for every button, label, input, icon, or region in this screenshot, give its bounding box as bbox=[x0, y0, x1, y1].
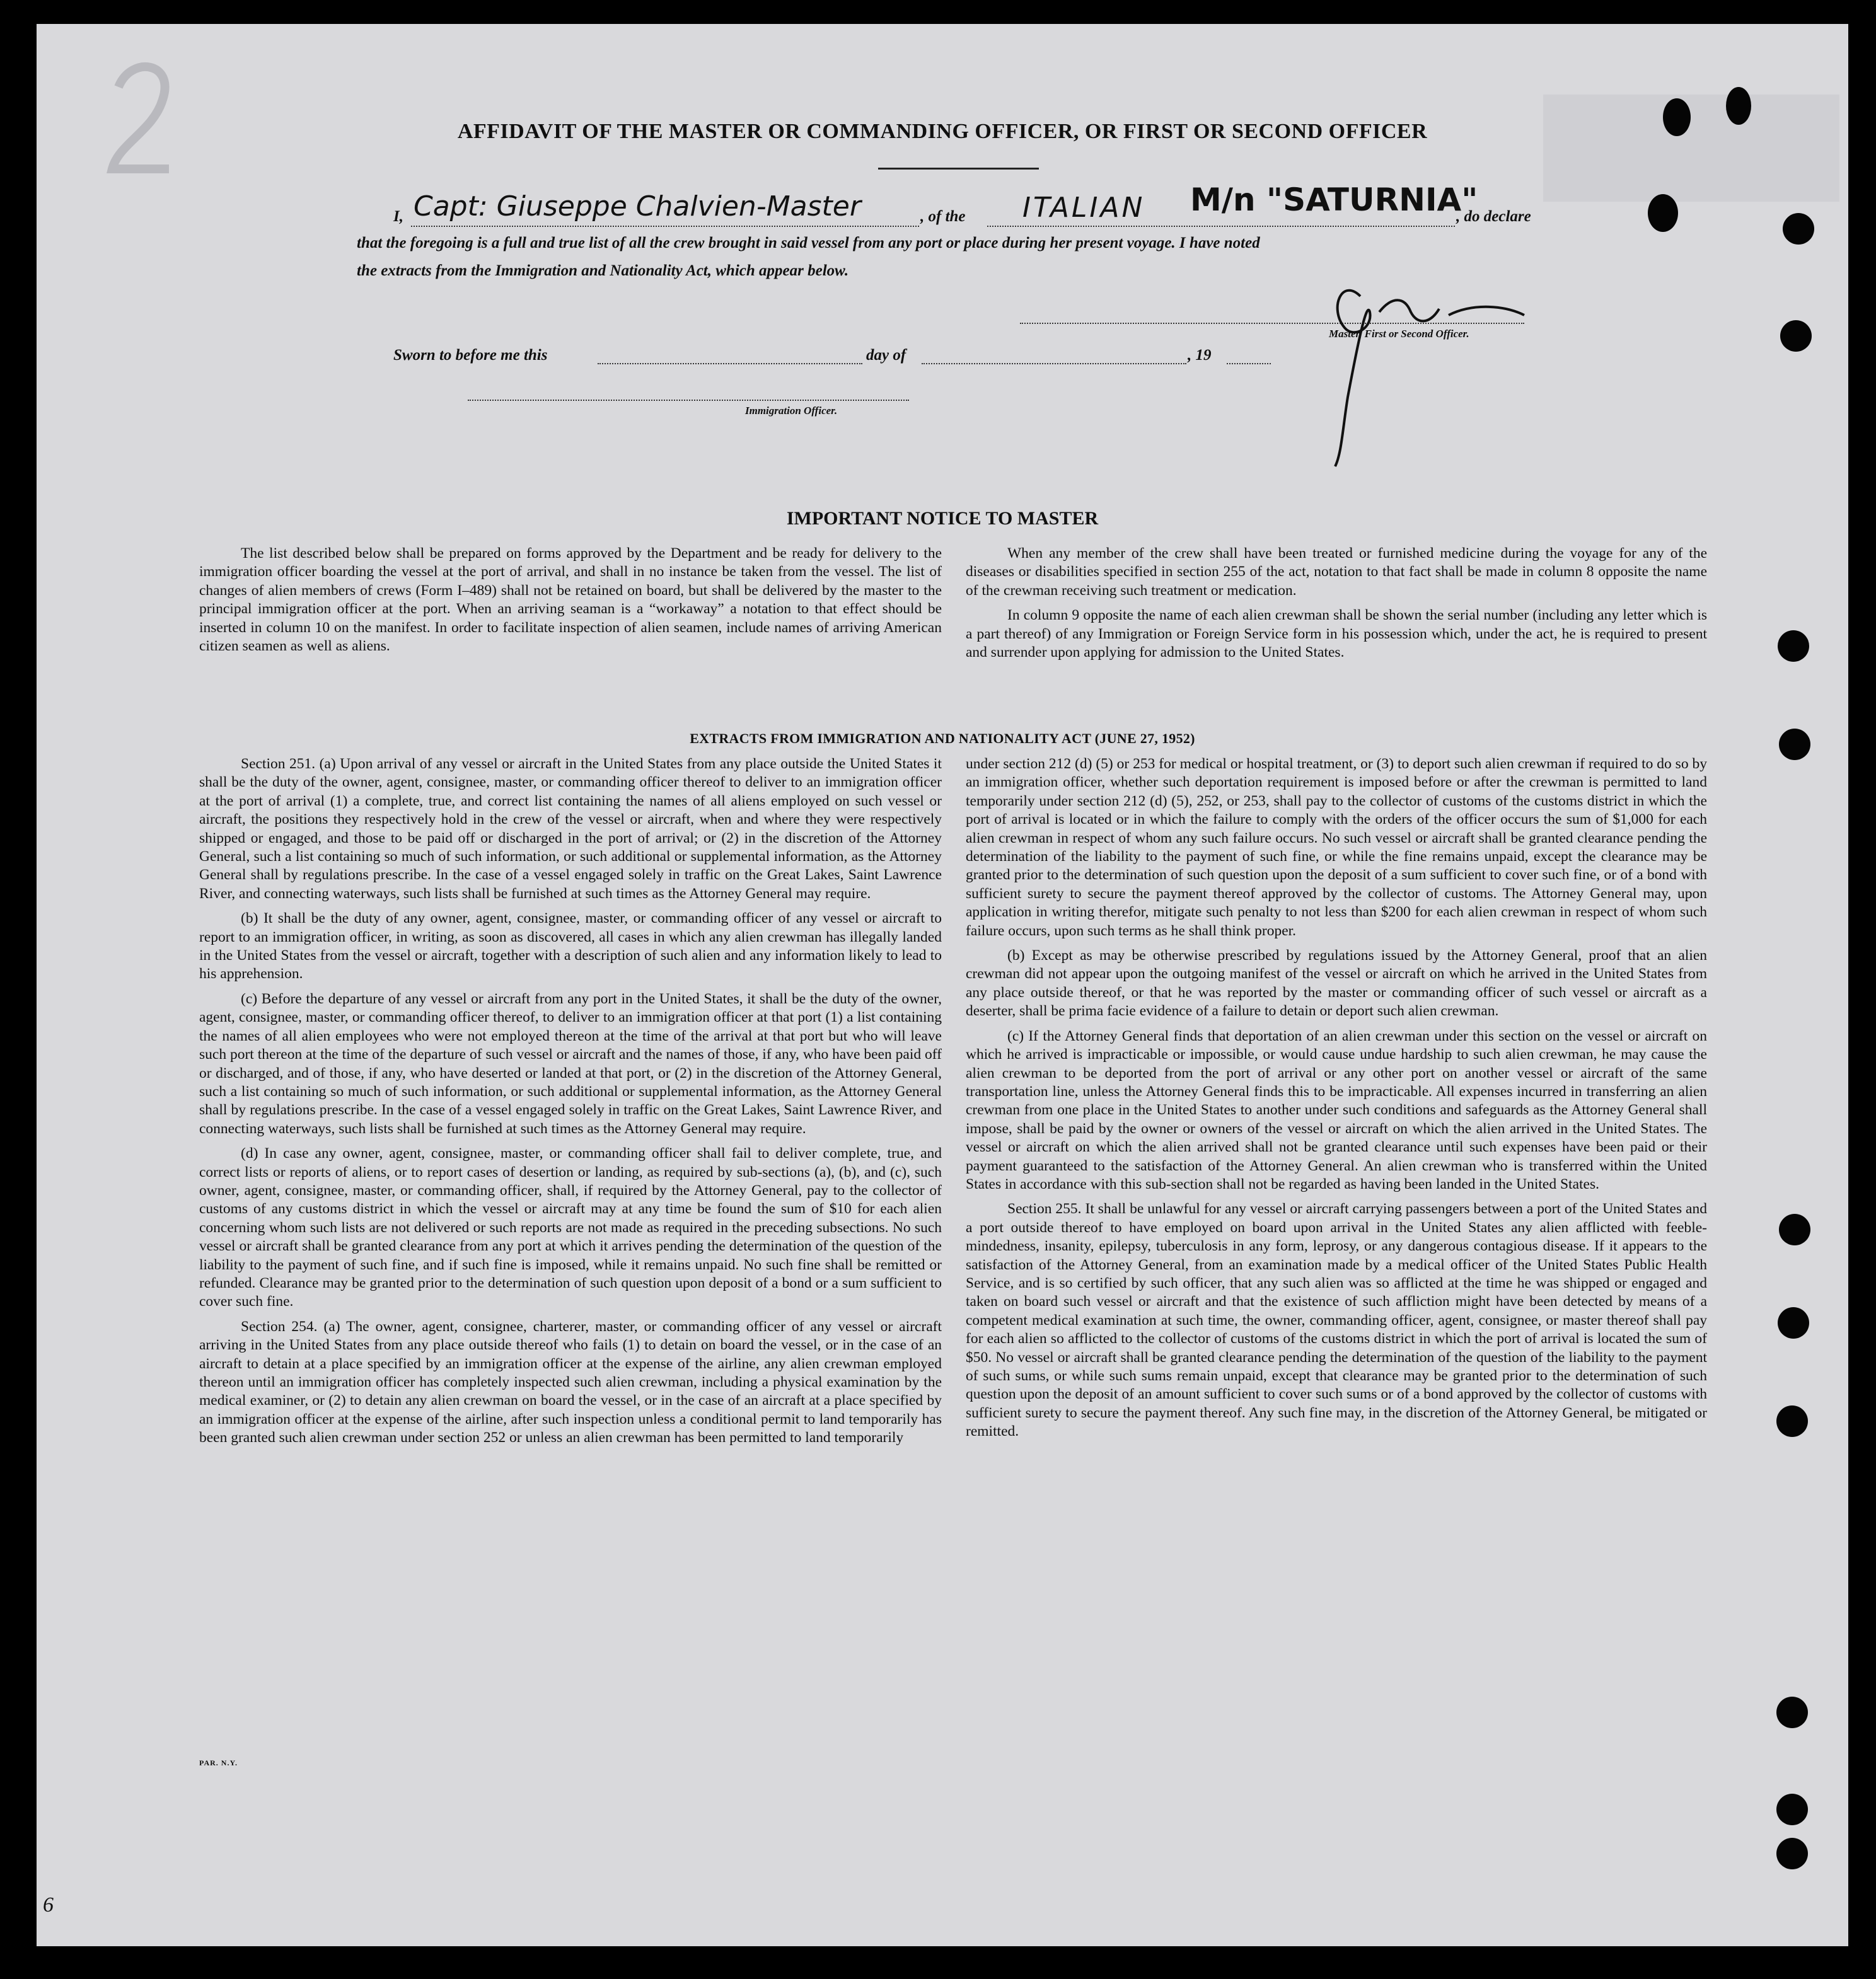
vessel-fill-line bbox=[987, 226, 1455, 227]
section-254c: (c) If the Attorney General finds that deportation of an alien crewman under this section on the vessel or aircraft on which he arrived is impracticable or impossible, or would cause undue hardship to such alien crewman, he may cause the alien crewman to be deported from the port of arrival or any other port on another vessel or aircraft of the same transportation line, unless the Attorney General finds this to be impracticable. All expenses incurred in transferring an alien crewman from one place in the United States to another under such conditions and safeguards as the Attorney General shall impose, shall be paid by the owner or owners of the vessel or aircraft on which the alien arrived in the United States. The vessel or aircraft on which the alien arrived shall not be granted clearance until such expenses have been paid or their payment guaranteed to the satisfaction of the Attorney General. An alien crewman who is transferred within the United States in accordance with this sub-section shall not be regarded as having been landed in the United States. bbox=[966, 1027, 1707, 1192]
ghost-numeral-mark bbox=[93, 49, 182, 182]
notice-right-column bbox=[966, 545, 1707, 668]
section-254b: (b) Except as may be otherwise prescribed by regulations issued by the Attorney General, proof that an alien crewman did not appear upon the outgoing manifest of the vessel or aircraft on which he arrived in the United States from any place outside thereof, or that he was reported by the master or commanding officer of such vessel or aircraft as a deserter, shall be prima facie evidence of a failure to detain or deport such alien crewman. bbox=[966, 947, 1707, 1020]
punch-hole bbox=[1648, 194, 1678, 232]
do-declare-label: , do declare bbox=[1456, 208, 1531, 225]
vessel-name-stamp: M/n "SATURNIA" bbox=[1190, 182, 1478, 218]
immigration-officer-line bbox=[468, 400, 909, 401]
sworn-day-fill-line bbox=[598, 363, 862, 364]
year-fill-line bbox=[1227, 363, 1271, 364]
immigration-officer-caption: Immigration Officer. bbox=[745, 405, 838, 417]
nationality-handwriting: ITALIAN bbox=[1022, 192, 1145, 224]
punch-hole bbox=[1776, 1838, 1808, 1869]
punch-hole bbox=[1780, 320, 1812, 352]
printer-code: PAR. N.Y. bbox=[199, 1758, 238, 1767]
signature-caption: Master, First or Second Officer. bbox=[1329, 328, 1469, 340]
notice-title: IMPORTANT NOTICE TO MASTER bbox=[786, 508, 1099, 529]
punch-hole bbox=[1776, 1697, 1808, 1728]
affidavit-title: AFFIDAVIT OF THE MASTER OR COMMANDING OFFICER, OR FIRST OR SECOND OFFICER bbox=[457, 120, 1428, 143]
punch-hole bbox=[1726, 87, 1751, 125]
section-254a: Section 254. (a) The owner, agent, consignee, charterer, master, or commanding officer of any vessel or aircraft arriving in the United States from any place outside thereof who fails (1) to detain on board the vessel, or in the case of an aircraft to detain at a place specified by an immigration officer at the expense of the airline, any alien crewman employed thereon until an immigration officer has completely inspected such alien crewman, including a physical examination by the medical examiner, or (2) to detain any alien crewman on board the vessel, or in the case of an aircraft at a place specified by an immigration officer at the expense of the airline, after such inspection unless a conditional permit to land temporarily has been granted such alien crewman under section 252 or unless an alien crewman has been permitted to land temporarily bbox=[199, 1318, 942, 1446]
notice-left-paragraph: The list described below shall be prepared on forms approved by the Department and be ready for delivery to the immigration officer boarding the vessel at the port of arrival, and shall in no instance be taken from the vessel. The list of changes of alien members of crews (Form I–489) shall not be retained on board, but shall be delivered by the master to the principal immigration officer at the port. When an arriving seaman is a “workaway” a notation to that effect should be inserted in column 10 on the manifest. In order to facilitate inspection of alien seamen, include names of arriving American citizen seamen as well as aliens. bbox=[199, 545, 942, 655]
name-fill-line bbox=[411, 226, 919, 227]
title-rule bbox=[878, 168, 1039, 170]
punch-hole bbox=[1778, 1307, 1809, 1339]
section-255: Section 255. It shall be unlawful for any vessel or aircraft carrying passengers between a port of the United States and a port outside thereof to have employed on board upon arrival in the United States any alien afflicted with feeble-mindedness, insanity, epilepsy, tuberculosis in any form, leprosy, or any dangerous contagious disease. If it appears to the satisfaction of the Attorney General, from an examination made by a medical officer of the United States Public Health Service, and is so certified by such officer, that any such alien was so afflicted at the time he was shipped or engaged and taken on board such vessel or aircraft and that the existence of such affliction might have been detected by means of a competent medical examination at such time, the owner, commanding officer, agent, consignee, or master thereof shall pay for each alien so afflicted to the collector of customs of the customs district in which the port of arrival is located the sum of $50. No vessel or aircraft shall be granted clearance pending the determination of the question of the liability to the payment of such sums, or while such sums remain unpaid, except that clearance may be granted prior to the determination of such question upon the deposit of an amount sufficient to cover such sums or of a bond approved by the collector of customs with sufficient surety to secure the payment thereof. Any such fine may, in the discretion of the Attorney General, be mitigated or remitted. bbox=[966, 1201, 1707, 1440]
affidavit-line-2: that the foregoing is a full and true list of all the crew brought in said vessel from any port or place during her present voyage. I have noted bbox=[357, 234, 1260, 251]
notice-left-column bbox=[199, 545, 942, 662]
punch-hole bbox=[1783, 213, 1814, 245]
extracts-left-column bbox=[199, 755, 942, 1454]
extracts-title: EXTRACTS FROM IMMIGRATION AND NATIONALITY ACT (JUNE 27, 1952) bbox=[690, 730, 1195, 746]
affidavit-prefix: I, bbox=[393, 208, 403, 225]
notice-right-paragraph-2: In column 9 opposite the name of each alien crewman shall be shown the serial number (including any letter which is a part thereof) of any Immigration or Foreign Service form in his possession which, under the act, he is required to present and surrender upon applying for admission to the United States. bbox=[966, 607, 1707, 661]
day-of-label: day of bbox=[866, 347, 906, 364]
section-251d: (d) In case any owner, agent, consignee, master, or commanding officer shall fail to deliver complete, true, and correct lists or reports of aliens, or to report cases of desertion or landing, as required by sub-sections (a), (b), and (c), such owner, agent, consignee, master, or commanding officer, shall, if required by the Attorney General, pay to the collector of customs of any customs district in which the vessel or aircraft may at any time be found the sum of $10 for each alien concerning whom such lists are not delivered or such reports are not made as required in the preceding subsections. No such vessel or aircraft shall be granted clearance from any port at which it arrives pending the determination of the question of the liability to the payment of such fine, and if such fine is imposed, while it remains unpaid. No such fine shall be remitted or refunded. Clearance may be granted prior to the determination of such question upon deposit of a bond or a sum sufficient to cover such fine. bbox=[199, 1145, 942, 1310]
officer-signature bbox=[1266, 252, 1543, 479]
affidavit-line-3: the extracts from the Immigration and Nationality Act, which appear below. bbox=[357, 262, 849, 279]
sworn-label: Sworn to before me this bbox=[393, 347, 548, 364]
year-label: , 19 bbox=[1188, 347, 1212, 364]
section-251c: (c) Before the departure of any vessel or aircraft from any port in the United States, it shall be the duty of the owner, agent, consignee, master, or commanding officer thereof, to deliver to an immigration officer at that port (1) a list containing the names of all alien employees who were not employed thereon at the time of the arrival at that port but who will leave such port thereon at the time of the departure of such vessel or aircraft and the names of those, if any, who have been paid off or discharged, and of those, if any, who have deserted or landed at that port, or (2) in the discretion of the Attorney General, such a list containing so much of such information, or such additional or supplemental information, as the Attorney General shall by regulations prescribe. In the case of a vessel engaged solely in traffic on the Great Lakes, Saint Lawrence River, and connecting waterways, such lists shall be furnished at such times as the Attorney General may require. bbox=[199, 990, 942, 1137]
sworn-month-fill-line bbox=[922, 363, 1186, 364]
extracts-right-column bbox=[966, 755, 1707, 1448]
master-name-handwriting: Capt: Giuseppe Chalvien-Master bbox=[414, 190, 861, 222]
section-251b: (b) It shall be the duty of any owner, agent, consignee, master, or commanding officer of any vessel or aircraft to report to an immigration officer, in writing, as soon as discovered, all cases in which any alien crewman has illegally landed in the United States from the vessel or aircraft, together with a description of such alien and any information likely to lead to his apprehension. bbox=[199, 910, 942, 983]
punch-hole bbox=[1776, 1794, 1808, 1825]
punch-hole bbox=[1779, 1214, 1810, 1245]
punch-hole bbox=[1776, 1405, 1808, 1437]
section-251a: Section 251. (a) Upon arrival of any vessel or aircraft in the United States from any place outside the United States it shall be the duty of the owner, agent, consignee, master, or commanding officer thereof to deliver to an immigration officer at the port of arrival (1) a complete, true, and correct list containing the names of all aliens employed on such vessel or aircraft, the positions they respectively hold in the crew of the vessel or aircraft, when and where they were respectively shipped or engaged, and those to be paid off or discharged in the port of arrival; or (2) in the discretion of the Attorney General, such a list containing so much of such information, or such additional or supplemental information, as the Attorney General shall by regulations prescribe. In the case of a vessel engaged solely in traffic on the Great Lakes, Saint Lawrence River, and connecting waterways, such lists shall be furnished at such times as the Attorney General may require. bbox=[199, 756, 942, 902]
document-page bbox=[37, 24, 1848, 1946]
punch-hole bbox=[1778, 630, 1809, 662]
of-the-label: , of the bbox=[920, 208, 966, 225]
corner-page-mark: 6 bbox=[43, 1893, 54, 1917]
section-254a-continued: under section 212 (d) (5) or 253 for medical or hospital treatment, or (3) to deport such alien crewman if required to do so by an immigration officer, whether such deportation requirement is imposed before or after the crewman is permitted to land temporarily under section 212 (d) (5), 252, or 253, shall pay to the collector of customs of the customs district in which the port of arrival is located or in which the failure to comply with the orders of the officer occurs the sum of $1,000 for each alien crewman in respect of whom any such failure occurs. No such vessel or aircraft shall be granted clearance pending the determination of the liability to the payment of such fine, or while the fine remains unpaid, except the clearance may be granted prior to the determination of such question upon the deposit of a sum sufficient to cover such fine, or of a bond with sufficient surety to secure the payment thereof approved by the collector of customs. The Attorney General may, upon application in writing therefor, mitigate such penalty to not less than $200 for each alien crewman in respect of whom such failure occurs, upon such terms as he shall think proper. bbox=[966, 756, 1707, 939]
bleed-through-header-block bbox=[1543, 95, 1839, 202]
notice-right-paragraph-1: When any member of the crew shall have been treated or furnished medicine during the voyage for any of the diseases or disabilities specified in section 255 of the act, notation to that fact shall be made in column 8 opposite the name of the crewman receiving such treatment or medication. bbox=[966, 545, 1707, 599]
